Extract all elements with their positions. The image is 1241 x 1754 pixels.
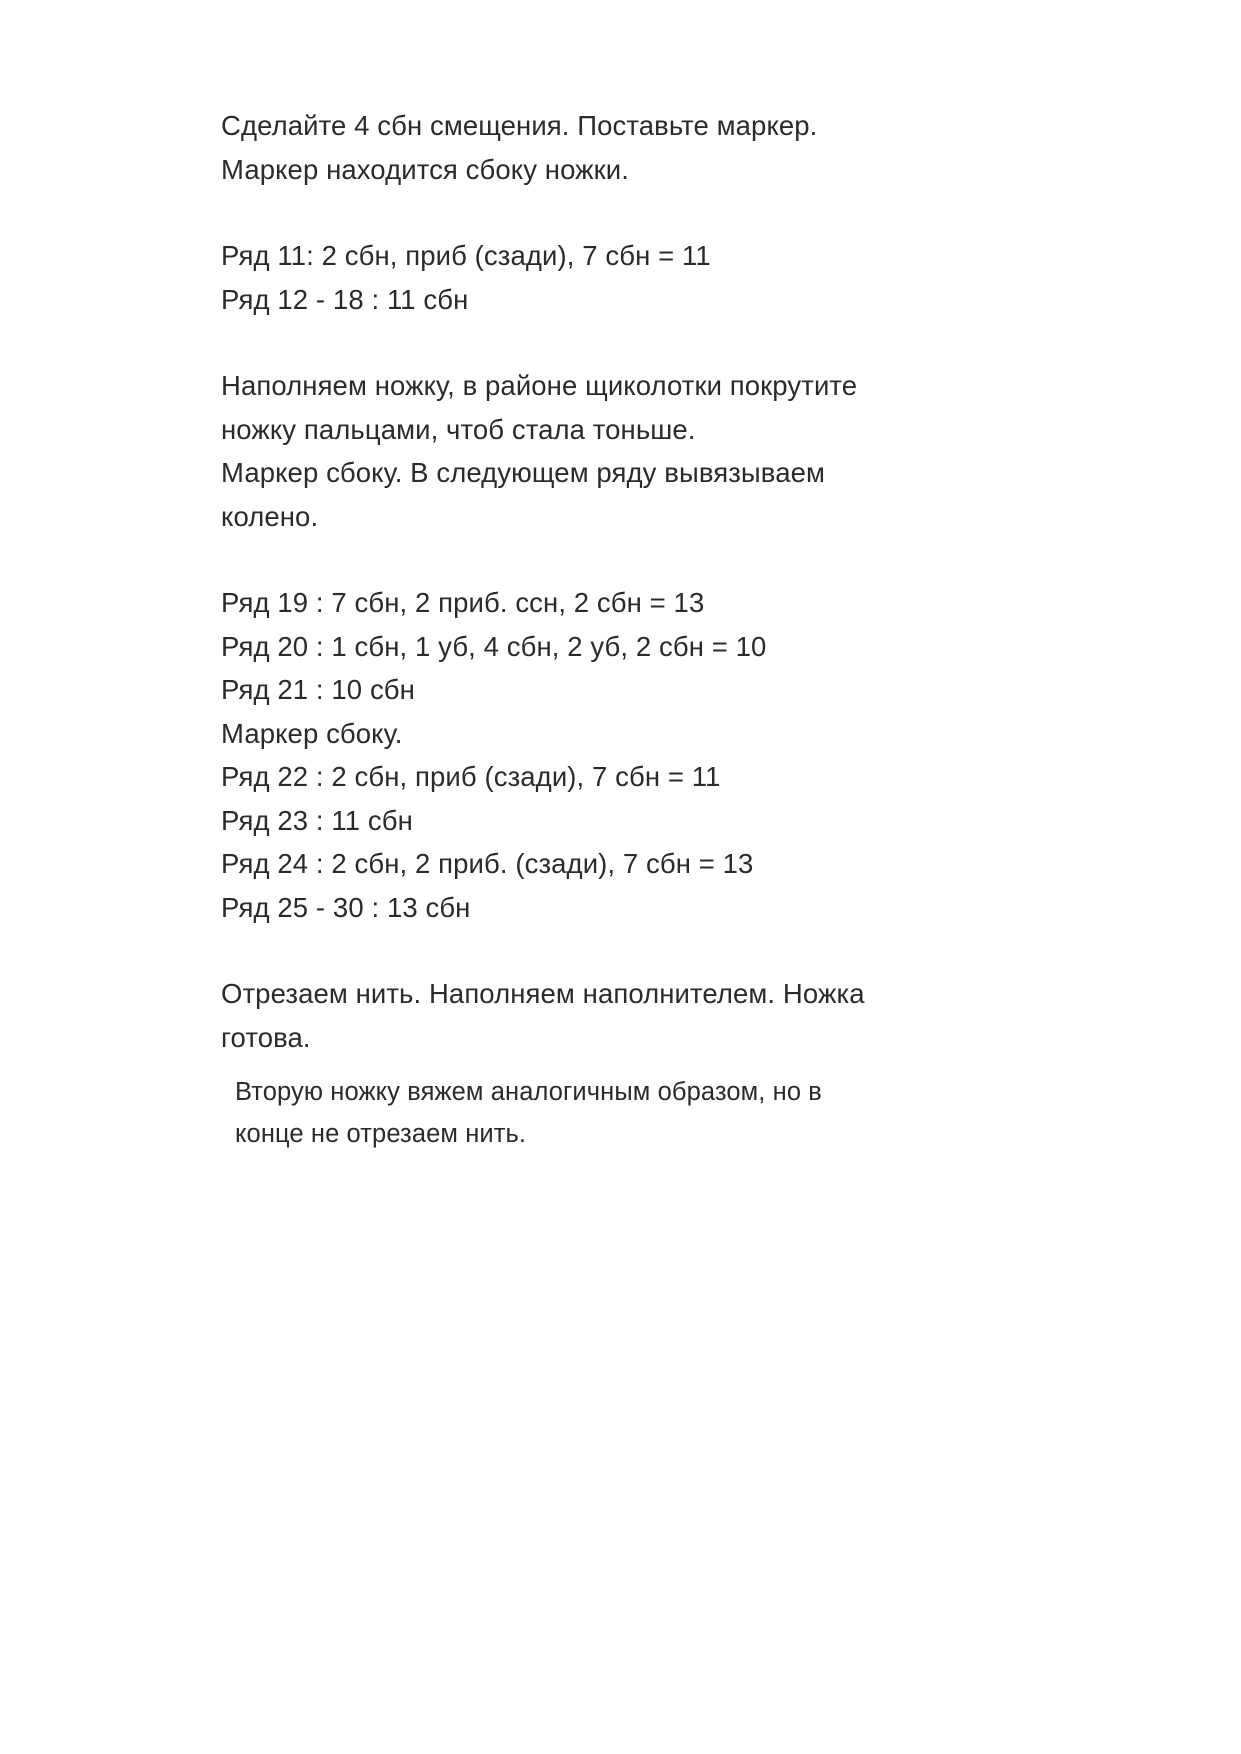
- paragraph-second-leg-note: [235, 1071, 1021, 1155]
- paragraph-rows-19-30: [221, 581, 1021, 929]
- text-line-marker-note: Маркер сбоку.: [221, 717, 403, 749]
- paragraph-spacer: [221, 191, 1021, 234]
- paragraph-intro: [221, 104, 1021, 191]
- paragraph-finishing: [221, 972, 1021, 1059]
- text-line-row-12-18: Ряд 12 - 18 : 11 сбн: [221, 283, 469, 315]
- text-line-row-23: Ряд 23 : 11 сбн: [221, 804, 413, 836]
- text-line-row-24: Ряд 24 : 2 сбн, 2 приб. (сзади), 7 сбн = 13: [221, 848, 754, 879]
- paragraph-stuffing-note: [221, 364, 1021, 538]
- paragraph-rows-11-18: [221, 234, 1021, 321]
- paragraph-spacer: [221, 538, 1021, 581]
- text-line-row-20: Ряд 20 : 1 сбн, 1 уб, 4 сбн, 2 уб, 2 сбн = 10: [221, 630, 767, 662]
- text-line: Наполняем ножку, в районе щиколотки покрутите: [221, 370, 858, 401]
- text-line: ножку пальцами, чтоб стала тоньше.: [221, 413, 696, 445]
- text-line: конце не отрезаем нить.: [235, 1120, 527, 1148]
- paragraph-spacer: [221, 321, 1021, 364]
- text-line: Маркер находится сбоку ножки.: [221, 153, 629, 185]
- text-line: Отрезаем нить. Наполняем наполнителем. Ножка: [221, 978, 865, 1009]
- text-line-row-19: Ряд 19 : 7 сбн, 2 приб. ссн, 2 сбн = 13: [221, 587, 705, 618]
- paragraph-spacer: [221, 929, 1021, 972]
- text-line-row-22: Ряд 22 : 2 сбн, приб (сзади), 7 сбн = 11: [221, 761, 721, 792]
- text-line-row-11: Ряд 11: 2 сбн, приб (сзади), 7 сбн = 11: [221, 240, 711, 271]
- text-line: Вторую ножку вяжем аналогичным образом, но в: [235, 1078, 822, 1106]
- text-line: Маркер сбоку. В следующем ряду вывязываем: [221, 457, 825, 488]
- text-line: колено.: [221, 500, 319, 532]
- text-line-row-21: Ряд 21 : 10 сбн: [221, 674, 415, 705]
- text-line: Сделайте 4 сбн смещения. Поставьте маркер.: [221, 110, 818, 141]
- text-line: готова.: [221, 1021, 311, 1053]
- text-line-row-25-30: Ряд 25 - 30 : 13 сбн: [221, 891, 471, 923]
- document-body: [221, 104, 1021, 1155]
